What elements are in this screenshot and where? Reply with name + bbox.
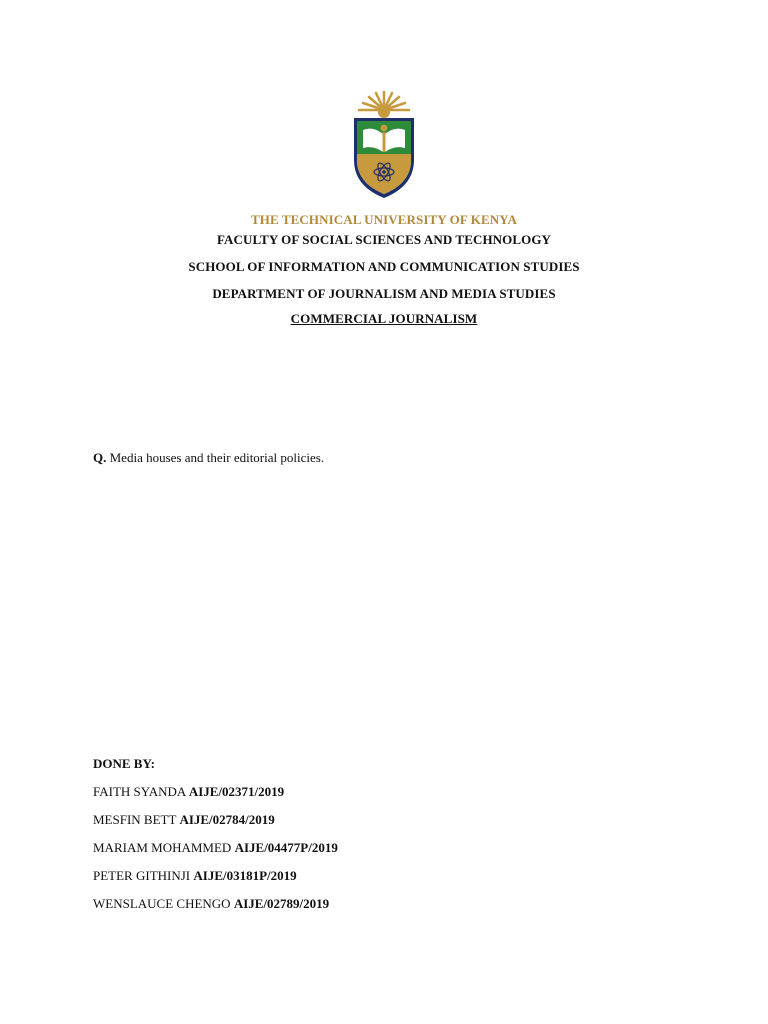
course-title: COMMERCIAL JOURNALISM — [290, 311, 478, 326]
member-name: MESFIN BETT — [93, 812, 180, 827]
member-reg-number: AIJE/02371/2019 — [188, 784, 285, 799]
member-reg-number: AIJE/03181P/2019 — [193, 868, 297, 883]
member-reg-number: AIJE/02784/2019 — [179, 812, 275, 827]
question — [93, 450, 324, 466]
member-name: PETER GITHINJI — [93, 868, 194, 883]
university-name: THE TECHNICAL UNIVERSITY OF KENYA — [250, 212, 517, 227]
member-reg-number: AIJE/02789/2019 — [233, 896, 330, 911]
faculty-name: FACULTY OF SOCIAL SCIENCES AND TECHNOLOGY — [216, 232, 552, 247]
question-text: Media houses and their editorial policies. — [106, 450, 325, 465]
member-reg-number: AIJE/04477P/2019 — [234, 840, 338, 855]
list-item — [93, 896, 338, 924]
member-name: MARIAM MOHAMMED — [93, 840, 235, 855]
list-item — [93, 812, 338, 840]
list-item — [93, 840, 338, 868]
department-name: DEPARTMENT OF JOURNALISM AND MEDIA STUDIES — [212, 286, 556, 301]
member-name: FAITH SYANDA — [93, 784, 189, 799]
member-list — [93, 784, 338, 924]
done-by-heading: DONE BY: — [93, 756, 156, 771]
member-name: WENSLAUCE CHENGO — [93, 896, 234, 911]
university-crest-icon — [349, 88, 419, 200]
list-item — [93, 868, 338, 896]
list-item — [93, 784, 338, 812]
question-label: Q. — [93, 450, 107, 465]
school-name: SCHOOL OF INFORMATION AND COMMUNICATION STUDIES — [188, 259, 580, 274]
